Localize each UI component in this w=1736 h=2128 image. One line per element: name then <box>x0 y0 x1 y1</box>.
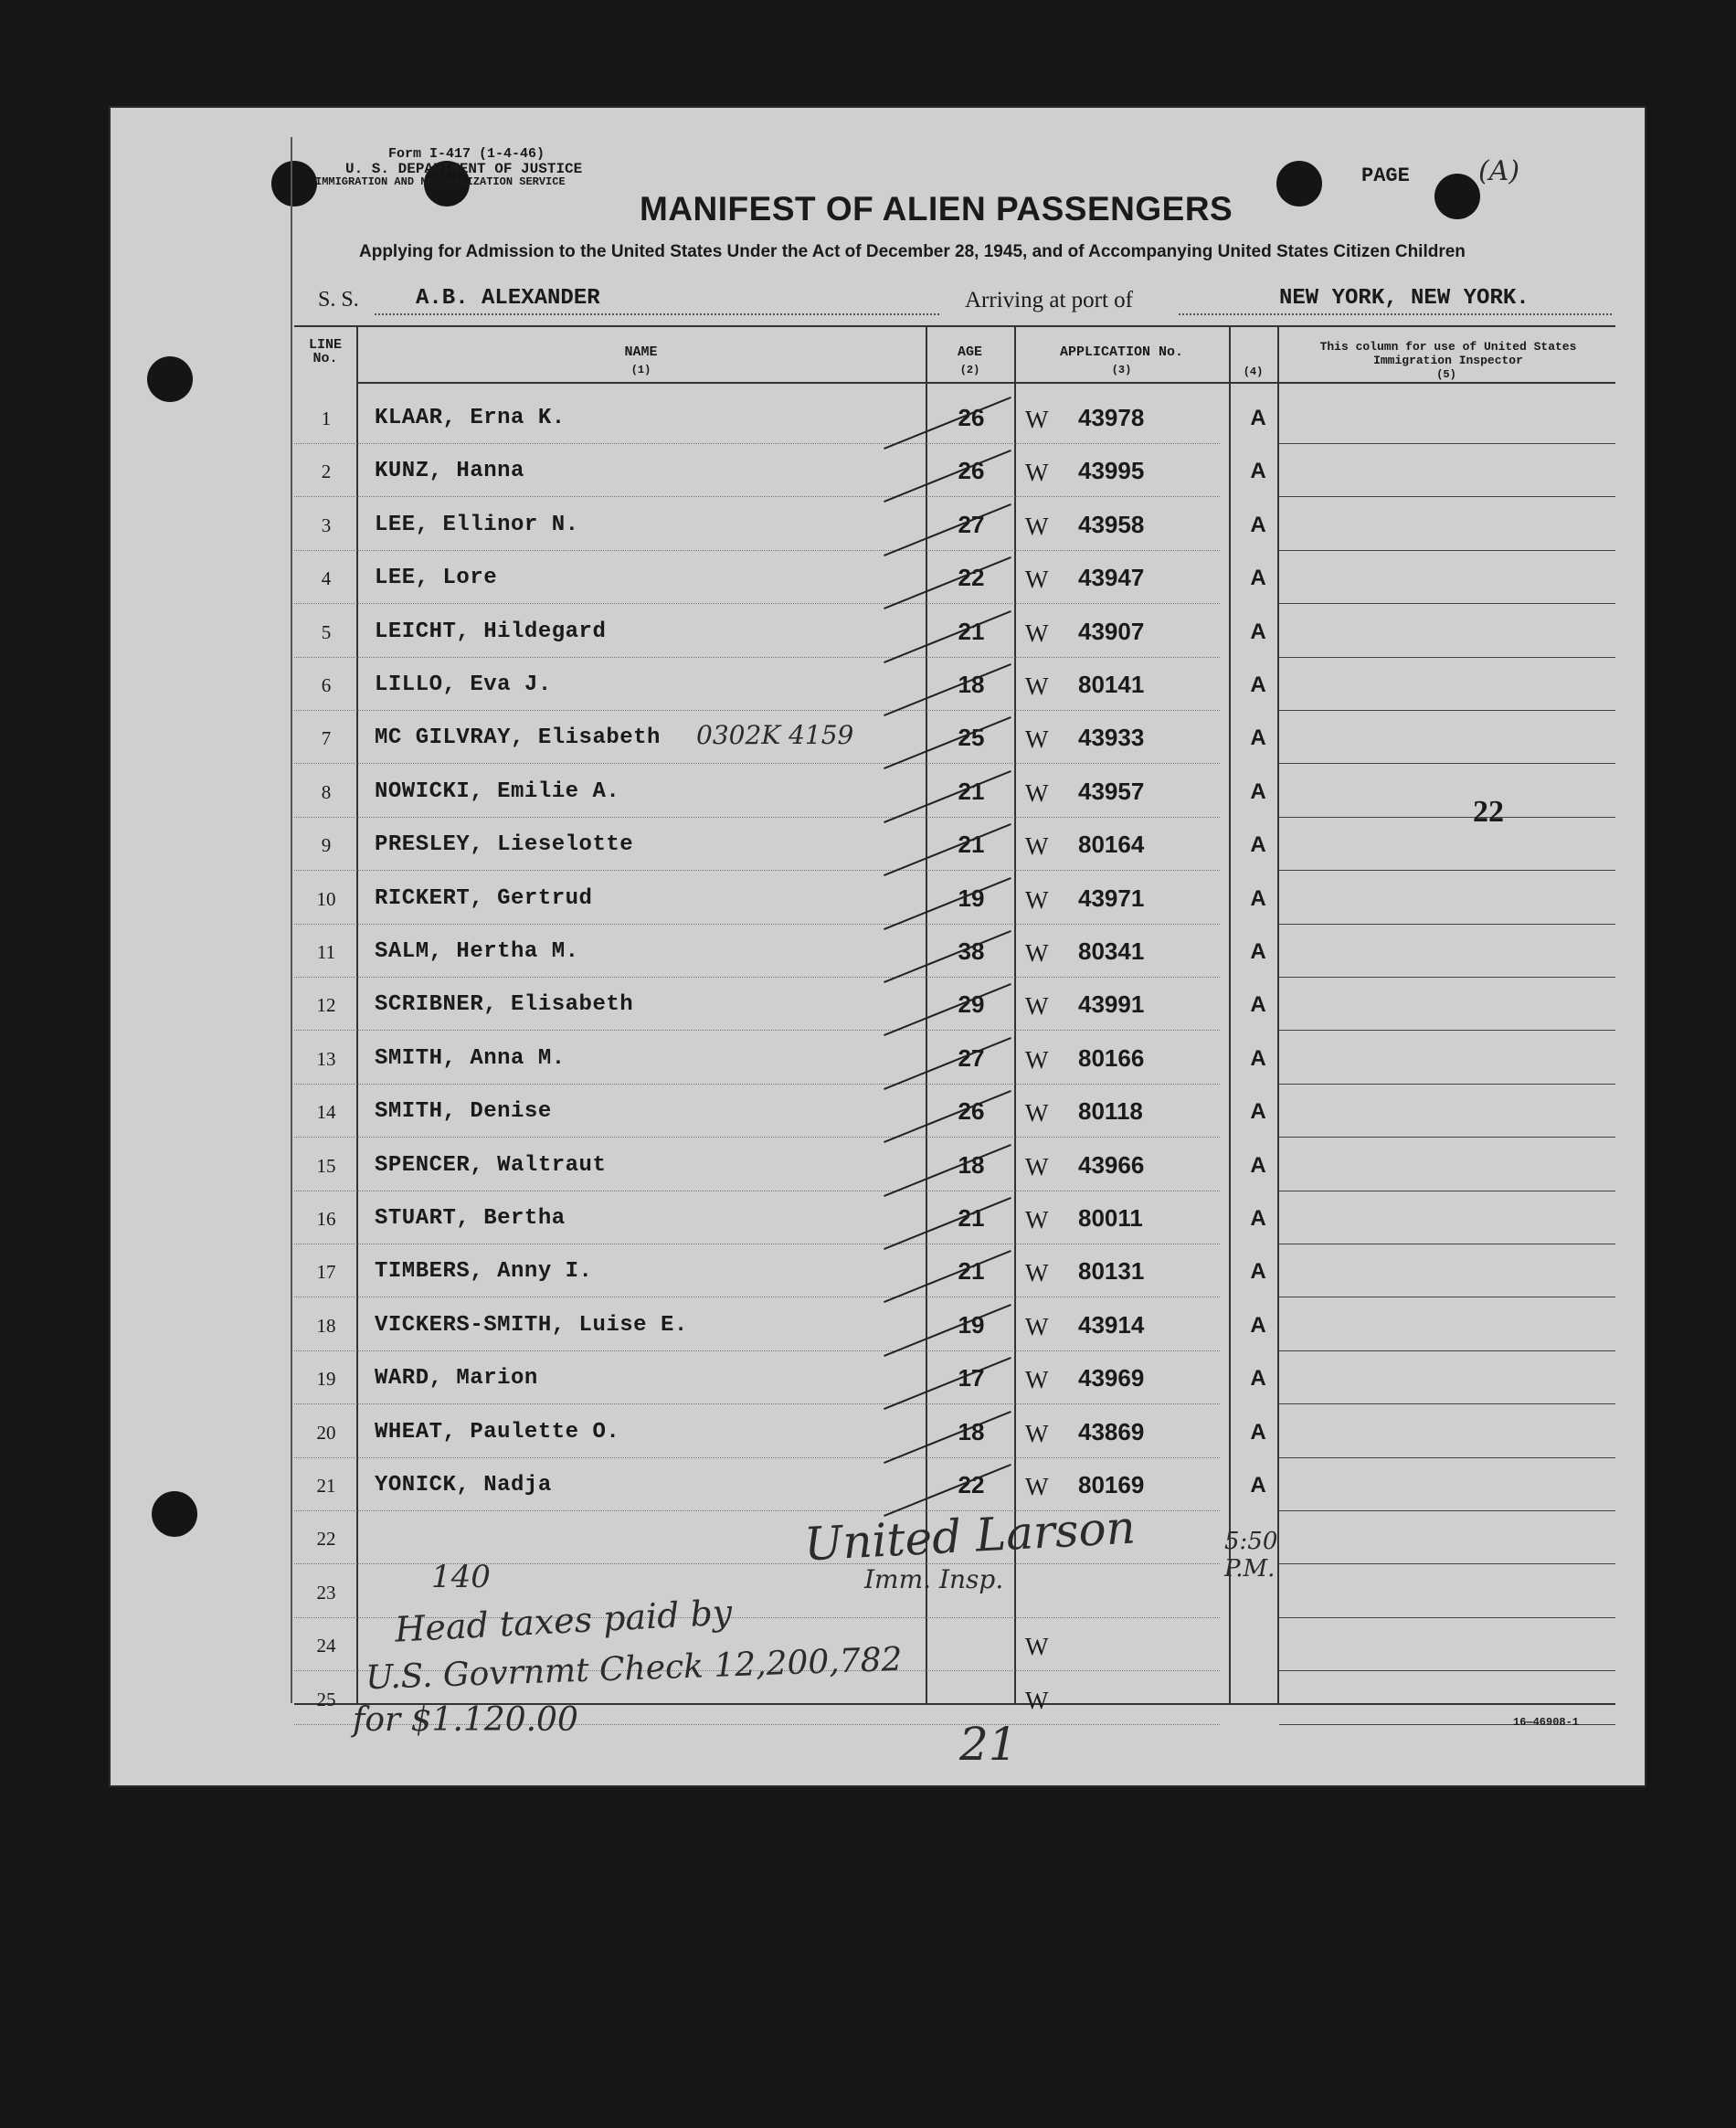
print-code: 16—46908-1 <box>1513 1716 1580 1729</box>
application-class: W <box>1025 992 1049 1021</box>
col-age-header: AGE <box>957 344 982 360</box>
application-class: W <box>1025 619 1049 647</box>
application-number: 43966 <box>1078 1150 1145 1179</box>
col-inspector-header: This column for use of United States Immigration Inspector <box>1319 340 1577 367</box>
head-tax-check-note: U.S. Govrnmt Check 12,200,782 <box>365 1640 904 1698</box>
application-class: W <box>1025 459 1049 487</box>
header-rule <box>356 382 1615 384</box>
status-mark: A <box>1250 1206 1266 1231</box>
application-number: 43907 <box>1078 617 1145 645</box>
application-class: W <box>1025 1206 1049 1233</box>
status-mark: A <box>1250 1152 1266 1178</box>
line-number: 21 <box>316 1475 336 1497</box>
page-subtitle: Applying for Admission to the United States Under the Act of December 28, 1945, and of Accompanying United States Citizen Children <box>359 242 1466 261</box>
col-application-header: APPLICATION No. <box>1059 344 1184 360</box>
application-number: 80011 <box>1078 1204 1143 1232</box>
ship-underline <box>375 313 939 315</box>
table-row <box>0 872 1736 925</box>
passenger-name: LEICHT, Hildegard <box>375 619 607 644</box>
passenger-age: 21 <box>958 617 985 645</box>
passenger-age: 21 <box>958 1257 985 1286</box>
port-label: Arriving at port of <box>965 288 1133 312</box>
status-mark: A <box>1250 1419 1266 1445</box>
application-number: 43978 <box>1078 404 1145 431</box>
passenger-age: 17 <box>958 1364 985 1392</box>
passenger-age: 22 <box>958 564 985 592</box>
application-class: W <box>1025 1259 1049 1287</box>
service: IMMIGRATION AND NATURALIZATION SERVICE <box>315 175 566 188</box>
table-row <box>0 925 1736 978</box>
line-number: 17 <box>316 1261 336 1284</box>
passenger-age: 18 <box>958 671 985 698</box>
line-number: 18 <box>316 1314 336 1337</box>
application-number: 43869 <box>1078 1417 1145 1445</box>
application-number: 43958 <box>1078 510 1145 538</box>
application-class: W <box>1025 1099 1049 1128</box>
passenger-name: KLAAR, Erna K. <box>375 406 566 430</box>
line-number: 22 <box>316 1528 336 1551</box>
status-mark: A <box>1250 512 1266 537</box>
status-mark: A <box>1250 778 1266 804</box>
col-line-header: LINE No. <box>308 337 342 366</box>
application-number: 43947 <box>1078 564 1145 592</box>
status-mark: A <box>1250 1099 1266 1125</box>
passenger-name: KUNZ, Hanna <box>375 459 524 484</box>
count-note: 140 <box>431 1559 491 1595</box>
line-number: 11 <box>316 941 336 963</box>
passenger-age: 27 <box>958 510 985 538</box>
table-row <box>0 498 1736 551</box>
table-row <box>0 1672 1736 1725</box>
line-number: 23 <box>316 1581 336 1604</box>
status-mark: A <box>1250 992 1266 1018</box>
application-number: 80141 <box>1078 671 1145 698</box>
application-class: W <box>1025 832 1049 861</box>
status-mark: A <box>1250 885 1266 911</box>
table-row <box>0 658 1736 711</box>
line-number: 3 <box>321 513 332 536</box>
passenger-name: SALM, Hertha M. <box>375 939 579 964</box>
table-row <box>0 1298 1736 1351</box>
application-class: W <box>1025 1366 1049 1394</box>
passenger-age: 26 <box>958 1097 985 1126</box>
line-number: 24 <box>316 1635 336 1657</box>
application-class: W <box>1025 1312 1049 1340</box>
bottom-page-number: 21 <box>959 1718 1018 1771</box>
application-number: 80341 <box>1078 937 1145 965</box>
status-mark: A <box>1250 1259 1266 1285</box>
status-mark: A <box>1250 832 1266 858</box>
application-class: W <box>1025 406 1049 433</box>
application-class: W <box>1025 1633 1049 1661</box>
line-number: 4 <box>321 567 332 590</box>
head-tax-amount-note: for $1.120.00 <box>353 1701 578 1739</box>
passenger-name: RICKERT, Gertrud <box>375 885 593 911</box>
passenger-name: VICKERS-SMITH, Luise E. <box>375 1312 688 1338</box>
application-class: W <box>1025 672 1049 700</box>
passenger-name: STUART, Bertha <box>375 1206 566 1231</box>
table-row <box>0 605 1736 658</box>
application-number: 43995 <box>1078 457 1145 485</box>
application-number: 80169 <box>1078 1471 1145 1498</box>
table-row <box>0 551 1736 604</box>
passenger-age: 18 <box>958 1417 985 1445</box>
line-number: 1 <box>321 408 332 429</box>
passenger-age: 21 <box>958 1204 985 1232</box>
passenger-age: 19 <box>958 1310 985 1339</box>
page-handwritten: (A) <box>1478 155 1520 187</box>
table-row <box>0 1405 1736 1458</box>
table-row <box>0 1458 1736 1511</box>
passenger-name: LEE, Ellinor N. <box>375 512 579 537</box>
col-name-header: NAME <box>624 344 658 360</box>
form-number: Form I-417 (1-4-46) <box>388 146 545 162</box>
line-number: 14 <box>316 1101 336 1124</box>
table-row <box>0 1032 1736 1085</box>
passenger-name: LEE, Lore <box>375 566 498 591</box>
application-class: W <box>1025 1152 1049 1180</box>
passenger-name: SPENCER, Waltraut <box>375 1152 607 1178</box>
passenger-age: 26 <box>958 457 985 485</box>
page-label: PAGE <box>1361 164 1410 187</box>
passenger-age: 29 <box>958 990 985 1019</box>
passenger-age: 19 <box>958 884 985 912</box>
status-mark: A <box>1250 1312 1266 1338</box>
table-row <box>0 391 1736 444</box>
table-row <box>0 1244 1736 1297</box>
row7-handwritten-note: 0302K 4159 <box>696 720 854 750</box>
line-number: 20 <box>316 1421 336 1444</box>
table-row <box>0 1351 1736 1404</box>
col-name-number: (1) <box>630 364 651 376</box>
status-mark: A <box>1250 566 1266 591</box>
signature-title: Imm. Insp. <box>864 1564 1004 1594</box>
table-row <box>0 444 1736 497</box>
ship-name: A.B. ALEXANDER <box>416 286 600 311</box>
time-note: 5:50 P.M. <box>1224 1528 1278 1583</box>
passenger-name: SMITH, Anna M. <box>375 1045 566 1071</box>
application-number: 80131 <box>1078 1257 1145 1286</box>
col-age-number: (2) <box>959 364 980 376</box>
line-number: 12 <box>316 994 336 1017</box>
passenger-name: NOWICKI, Emilie A. <box>375 778 620 804</box>
application-number: 43914 <box>1078 1310 1145 1339</box>
line-number: 5 <box>321 620 332 643</box>
port-underline <box>1179 313 1612 315</box>
table-row <box>0 711 1736 764</box>
table-row <box>0 1085 1736 1138</box>
line-number: 16 <box>316 1208 336 1230</box>
line-number: 10 <box>316 887 336 910</box>
ship-label: S. S. <box>318 288 359 312</box>
line-number: 2 <box>321 461 332 483</box>
application-number: 43971 <box>1078 884 1145 912</box>
col-4-number: (4) <box>1243 365 1264 378</box>
line-number: 19 <box>316 1368 336 1391</box>
col-application-number: (3) <box>1111 364 1132 376</box>
application-class: W <box>1025 1419 1049 1447</box>
application-number: 43933 <box>1078 724 1145 752</box>
application-number: 80164 <box>1078 831 1145 859</box>
punch-hole <box>271 161 317 206</box>
application-number: 43957 <box>1078 777 1145 805</box>
status-mark: A <box>1250 1366 1266 1392</box>
passenger-name: PRESLEY, Lieselotte <box>375 832 634 858</box>
page-title: MANIFEST OF ALIEN PASSENGERS <box>640 190 1233 228</box>
application-class: W <box>1025 939 1049 967</box>
passenger-age: 21 <box>958 777 985 805</box>
passenger-age: 22 <box>958 1471 985 1498</box>
passenger-age: 21 <box>958 831 985 859</box>
inspector-signature: United Larson <box>802 1500 1138 1572</box>
line-number: 8 <box>321 780 332 803</box>
application-class: W <box>1025 885 1049 914</box>
passenger-name: LILLO, Eva J. <box>375 672 552 697</box>
application-number: 43969 <box>1078 1364 1145 1392</box>
line-number: 9 <box>321 834 332 857</box>
table-row <box>0 1191 1736 1244</box>
line-number: 25 <box>316 1688 336 1710</box>
application-class: W <box>1025 566 1049 594</box>
status-mark: A <box>1250 1473 1266 1498</box>
status-mark: A <box>1250 939 1266 964</box>
passenger-age: 27 <box>958 1043 985 1072</box>
head-tax-note: Head taxes paid by <box>394 1592 734 1650</box>
passenger-name: SMITH, Denise <box>375 1099 552 1125</box>
department: U. S. DEPARTMENT OF JUSTICE <box>345 161 583 177</box>
application-class: W <box>1025 725 1049 754</box>
application-class: W <box>1025 1686 1049 1714</box>
application-class: W <box>1025 778 1049 807</box>
passenger-age: 25 <box>958 724 985 752</box>
application-class: W <box>1025 1473 1049 1500</box>
passenger-age: 18 <box>958 1150 985 1179</box>
status-mark: A <box>1250 619 1266 644</box>
application-number: 43991 <box>1078 990 1145 1019</box>
application-class: W <box>1025 512 1049 540</box>
table-row <box>0 978 1736 1031</box>
passenger-name: SCRIBNER, Elisabeth <box>375 992 634 1018</box>
status-mark: A <box>1250 672 1266 697</box>
line-number: 6 <box>321 674 332 696</box>
punch-hole <box>1434 174 1480 219</box>
inspector-total: 22 <box>1473 795 1504 829</box>
passenger-age: 38 <box>958 937 985 965</box>
punch-hole <box>1276 161 1322 206</box>
passenger-name: WARD, Marion <box>375 1366 538 1392</box>
passenger-name: WHEAT, Paulette O. <box>375 1419 620 1445</box>
status-mark: A <box>1250 459 1266 484</box>
port-name: NEW YORK, NEW YORK. <box>1279 286 1530 311</box>
line-number: 13 <box>316 1047 336 1070</box>
passenger-name: MC GILVRAY, Elisabeth <box>375 725 661 751</box>
passenger-name: TIMBERS, Anny I. <box>375 1259 593 1285</box>
application-number: 80166 <box>1078 1043 1145 1072</box>
passenger-age: 26 <box>958 404 985 431</box>
application-number: 80118 <box>1078 1097 1143 1126</box>
col-inspector-number: (5) <box>1436 368 1456 381</box>
passenger-name: YONICK, Nadja <box>375 1473 552 1498</box>
table-row <box>0 1138 1736 1191</box>
status-mark: A <box>1250 1045 1266 1071</box>
status-mark: A <box>1250 725 1266 751</box>
application-class: W <box>1025 1045 1049 1074</box>
line-number: 15 <box>316 1154 336 1177</box>
line-number: 7 <box>321 727 332 750</box>
status-mark: A <box>1250 406 1266 430</box>
